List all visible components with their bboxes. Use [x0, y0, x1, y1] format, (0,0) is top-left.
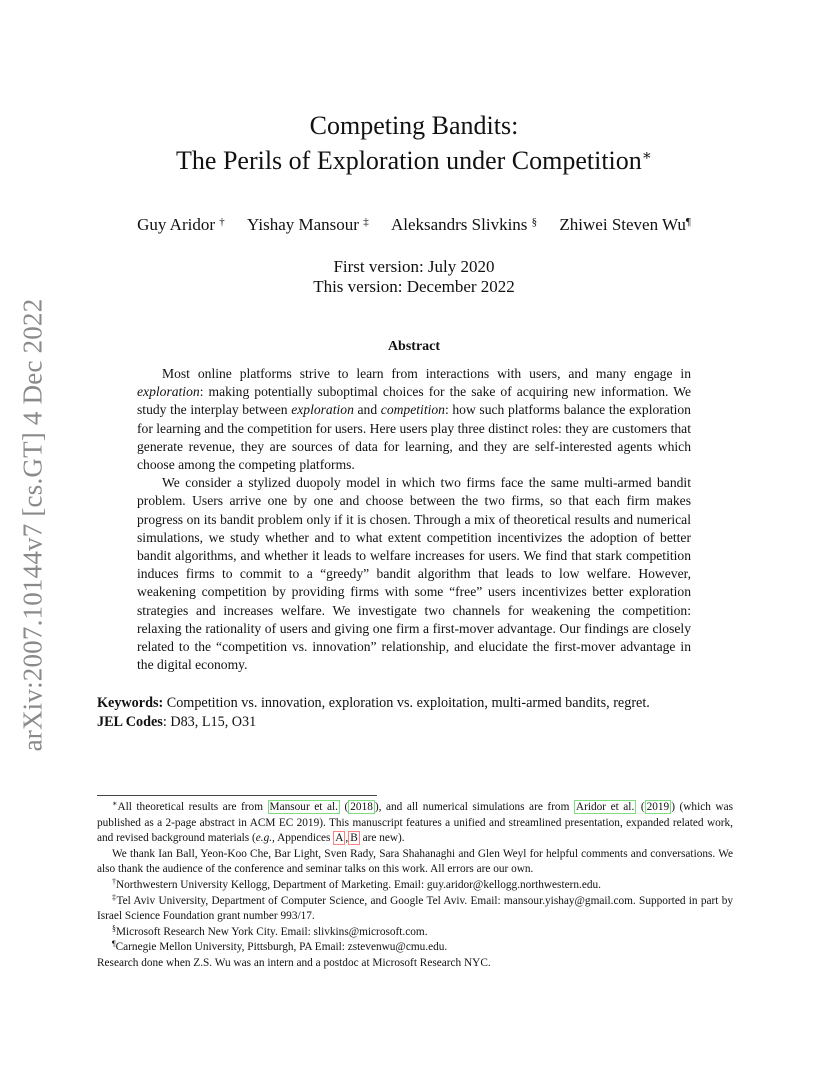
jel-codes-line: JEL Codes: D83, L15, O31: [97, 714, 257, 730]
abstract-paragraph-1: Most online platforms strive to learn from interactions with users, and many engage in exploration: making potentially suboptimal choices for the sake of acquiring new information. We study the interplay between exploration and competition: how such platforms balance the exploration for learning and the competition for users. Here users play three distinct roles: they are customers that generate revenue, they are sources of data for learning, and they are self-interested agents which choose among the competing platforms.: [137, 366, 691, 473]
title-footnote-mark[interactable]: ∗: [641, 148, 652, 164]
footnote-wu-continued: Research done when Z.S. Wu was an intern and a postdoc at Microsoft Research NYC.: [97, 956, 491, 969]
author-slivkins-mark[interactable]: §: [531, 216, 538, 228]
version-info: [0, 257, 828, 297]
paper-title: [0, 108, 828, 178]
author-wu: Zhiwei Steven Wu¶: [559, 215, 691, 234]
abstract-paragraph-2: We consider a stylized duopoly model in which two firms face the same multi-armed bandit problem. Users arrive one by one and choose between the two firms, so that each firm makes progress on its bandit problem only if it is chosen. Through a mix of theoretical results and numerical simulations, we study whether and to what extent competition incentivizes the adoption of better bandit algorithms, and whether it leads to welfare increases for users. We find that stark competition induces firms to commit to a “greedy” bandit algorithm that leads to low welfare. However, weakening competition by providing firms with some “free” users incentivizes better exploration strategies and increases welfare. We investigate two channels for weakening the competition: relaxing the rationality of users and giving one firm a first-mover advantage. Our findings are closely related to the “competition vs. innovation” relationship, and elucidate the first-mover advantage in the digital economy.: [137, 475, 691, 673]
author-aridor-mark[interactable]: †: [219, 216, 225, 228]
appendix-b-link[interactable]: B: [350, 832, 358, 845]
footnote-wu: ¶Carnegie Mellon University, Pittsburgh, PA Email: zstevenwu@cmu.edu.: [112, 939, 448, 954]
first-version: First version: July 2020: [333, 257, 495, 276]
author-wu-mark[interactable]: ¶: [685, 216, 691, 228]
footnotes: [97, 800, 733, 972]
title-line-1: Competing Bandits:: [309, 111, 519, 140]
citation-aridor-link[interactable]: Aridor et al.: [575, 801, 635, 813]
footnote-rule: [97, 795, 377, 796]
citation-aridor-year-link[interactable]: 2019: [646, 801, 670, 813]
author-slivkins: Aleksandrs Slivkins §: [390, 215, 538, 234]
footnote-mansour: ‡Tel Aviv University, Department of Computer Science, and Google Tel Aviv. Email: mansour.yishay@gmail.com. Supported in part by Israel Science Foundation grant number 993/17.: [97, 892, 733, 923]
current-version: This version: December 2022: [313, 277, 515, 296]
abstract-body: [137, 365, 691, 674]
footnote-slivkins: §Microsoft Research New York City. Email: slivkins@microsoft.com.: [112, 923, 428, 938]
author-aridor: Guy Aridor †: [137, 215, 225, 234]
abstract-heading: Abstract: [387, 339, 441, 354]
footnote-aridor: †Northwestern University Kellogg, Department of Marketing. Email: guy.aridor@kellogg.northwestern.edu.: [112, 876, 601, 891]
footnote-1: ∗All theoretical results are from Mansour et al. ( 2018 ), and all numerical simulations are from Aridor et al. ( 2019 ) (which was published as a 2-page abstract in ACM EC 2019). This manuscript features a unified and streamlined presentation, expanded related work, and revised background materials (e.g., Appendices A , B are new).: [97, 799, 733, 845]
title-line-2: The Perils of Exploration under Competition∗: [176, 146, 652, 175]
jel-label: JEL Codes: [97, 714, 163, 730]
author-list: [0, 215, 828, 235]
citation-mansour-link[interactable]: Mansour et al.: [269, 801, 338, 813]
arxiv-identifier-text: arXiv:2007.10144v7 [cs.GT] 4 Dec 2022: [17, 298, 48, 752]
keywords-line: Keywords: Competition vs. innovation, exploration vs. exploitation, multi-armed bandits, regret.: [97, 695, 650, 711]
author-mansour: Yishay Mansour ‡: [247, 215, 369, 234]
acknowledgements: We thank Ian Ball, Yeon-Koo Che, Bar Light, Sven Rady, Sara Shahanaghi and Glen Weyl for helpful comments and conversations. We also thank the audience of the conference and seminar talks on this work. All errors are our own.: [97, 847, 733, 876]
author-mansour-mark[interactable]: ‡: [363, 216, 369, 228]
arxiv-identifier: [8, 290, 58, 760]
keywords-label: Keywords:: [97, 695, 164, 711]
appendix-a-link[interactable]: A: [335, 832, 344, 845]
keywords-block: [97, 694, 737, 732]
citation-mansour-year-link[interactable]: 2018: [350, 801, 373, 813]
